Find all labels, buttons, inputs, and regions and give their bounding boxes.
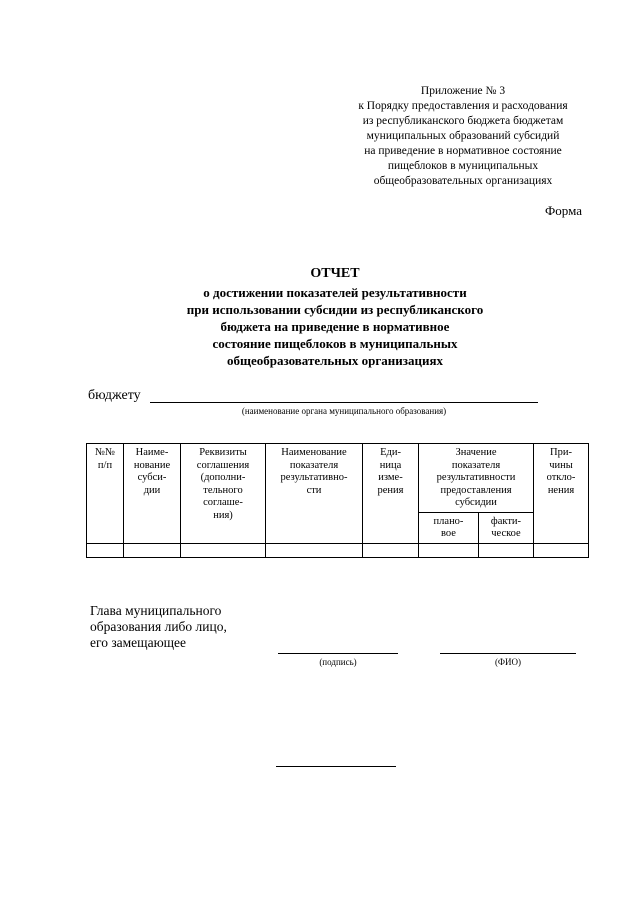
form-label: Форма [545,203,582,218]
report-title-main: ОТЧЕТ [310,266,360,281]
table-cell[interactable] [266,543,363,557]
appendix-line: пищеблоков в муниципальных [387,160,539,172]
appendix-line: на приведение в нормативное состояние [364,145,562,157]
signature-caption: (подпись) [319,657,357,667]
report-title-line: общеобразовательных организациях [226,353,444,368]
table-cell[interactable] [363,543,419,557]
bottom-fill-line[interactable] [276,766,396,767]
appendix-line: к Порядку предоставления и расходования [358,100,568,112]
signatory-line: Глава муниципального [90,603,222,618]
header-subsidy-name: Наиме- нование субси- дии [124,444,181,544]
signatory-line: его замещающее [90,635,187,650]
header-deviation-reasons: При- чины откло- нения [534,444,589,544]
header-indicator-value: Значение показателя результативности предоставления субсидии [419,444,534,513]
appendix-line: Приложение № 3 [420,85,506,97]
header-indicator-name: Наименование показателя результативно- сти [266,444,363,544]
report-title-line: о достижении показателей результативности [203,285,467,300]
budget-label: бюджету [88,388,141,403]
appendix-line: из республиканского бюджета бюджетам [362,115,564,127]
signatory-line: образования либо лицо, [90,619,227,634]
subheader-planned: плано- вое [419,512,479,543]
table-cell[interactable] [87,543,124,557]
signatory-position [90,603,290,651]
appendix-line: общеобразовательных организациях [373,175,553,187]
table-cell[interactable] [534,543,589,557]
header-num: №№ п/п [87,444,124,544]
full-name-fill-line[interactable] [440,653,576,654]
appendix-header [318,84,608,189]
table-cell[interactable] [124,543,181,557]
signature-fill-line[interactable] [278,653,398,654]
subheader-actual: факти- ческое [479,512,534,543]
full-name-caption: (ФИО) [494,657,522,667]
report-title-line: при использовании субсидии из республиканского [186,302,484,317]
appendix-line: муниципальных образований субсидий [366,130,560,142]
table-cell[interactable] [479,543,534,557]
budget-fill-line[interactable] [150,402,538,403]
table-cell[interactable] [419,543,479,557]
report-title [100,265,570,369]
report-title-line: состояние пищеблоков в муниципальных [212,336,458,351]
table-cell[interactable] [181,543,266,557]
report-title-line: бюджета на приведение в нормативное [220,319,450,334]
table-row [87,543,589,557]
report-table [86,443,589,558]
header-agreement-requisites: Реквизиты соглашения (дополни- тельного соглаше- ния) [181,444,266,544]
header-unit: Еди- ница изме- рения [363,444,419,544]
budget-caption: (наименование органа муниципального образования) [241,406,447,416]
